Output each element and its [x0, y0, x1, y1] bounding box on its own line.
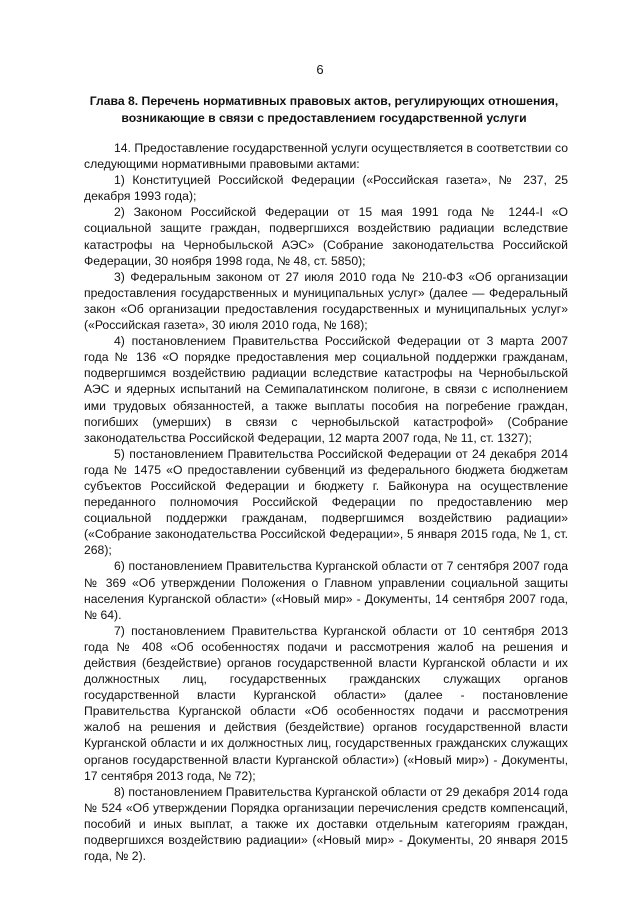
paragraph-item-3: 3) Федеральным законом от 27 июля 2010 года № 210-ФЗ «Об организации предоставления государственных и муниципальных услуг» (далее — Федеральный закон «Об организации предоставления государственных и муниципальных услуг» («Российская газета», 30 июля 2010 года, № 168); [84, 269, 568, 333]
paragraph-item-8: 8) постановлением Правительства Курганской области от 29 декабря 2014 года № 524 «Об утверждении Порядка организации перечисления средств компенсаций, пособий и иных выплат, а также их доставки отдельным категориям граждан, подвергшихся воздействию радиации» («Новый мир» - Документы, 20 января 2015 года, № 2). [84, 784, 568, 864]
paragraph-item-1: 1) Конституцией Российской Федерации («Российская газета», № 237, 25 декабря 1993 года); [84, 173, 568, 204]
page-number: 6 [316, 62, 324, 77]
paragraph-intro: 14. Предоставление государственной услуги осуществляется в соответствии со следующими нормативными правовыми актами: [84, 141, 568, 172]
paragraph-item-6: 6) постановлением Правительства Курганской области от 7 сентября 2007 года № 369 «Об утверждении Положения о Главном управлении социальной защиты населения Курганской области» («Новый мир» - Документы, 14 сентября 2007 года, № 64). [84, 559, 568, 622]
paragraph-item-5: 5) постановлением Правительства Российской Федерации от 24 декабря 2014 года № 1475 «О предоставлении субвенций из федерального бюджета бюджетам субъектов Российской Федерации и бюджету г. Байконура на осуществление переданного полномочия Российской Федерации по предоставлению мер социальной поддержки гражданам, подвергшимся воздействию радиации» («Собрание законодательства Российской Федерации», 5 января 2015 года, № 1, ст. 268); [84, 446, 568, 558]
body-text [84, 140, 568, 864]
paragraph-item-2: 2) Законом Российской Федерации от 15 мая 1991 года № 1244-I «О социальной защите граждан, подвергшихся воздействию радиации вследствие катастрофы на Чернобыльской АЭС» (Собрание законодательства Российской Федерации, 30 ноября 1998 года, № 48, ст. 5850); [84, 205, 568, 268]
paragraph-item-7: 7) постановлением Правительства Курганской области от 10 сентября 2013 года № 408 «Об особенностях подачи и рассмотрения жалоб на решения и действия (бездействие) органов государственной власти Курганской области и их должностных лиц, государственных гражданских служащих органов государственной власти Курганской области» (далее - постановление Правительства Курганской области «Об особенностях подачи и рассмотрения жалоб на решения и действия (бездействие) органов государственной власти Курганской области и их должностных лиц, государственных гражданских служащих органов государственной власти Курганской области») («Новый мир») - Документы, 17 сентября 2013 года, № 72); [84, 623, 568, 783]
chapter-title: Глава 8. Перечень нормативных правовых актов, регулирующих отношения, возникающие в связи с предоставлением государственной услуги [89, 94, 559, 125]
paragraph-item-4: 4) постановлением Правительства Российской Федерации от 3 марта 2007 года № 136 «О порядке предоставления мер социальной поддержки гражданам, подвергшимся воздействию радиации вследствие катастрофы на Чернобыльской АЭС и ядерных испытаний на Семипалатинском полигоне, в связи с исполнением ими трудовых обязанностей, а также выплаты пособия на погребение граждан, погибших (умерших) в связи с чернобыльской катастрофой» (Собрание законодательства Российской Федерации, 12 марта 2007 года, № 11, ст. 1327); [84, 334, 568, 445]
